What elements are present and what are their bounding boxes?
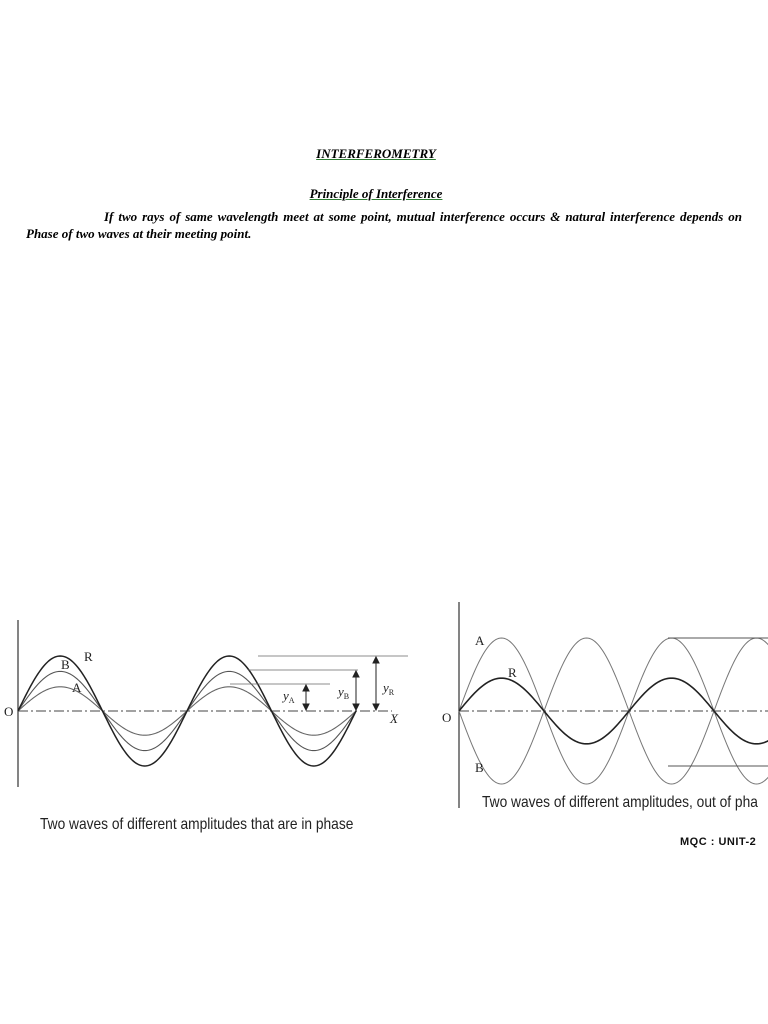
body-paragraph: If two rays of same wavelength meet at some point, mutual interference occurs & natural interference depends on Phase of two waves at their meeting point. — [26, 209, 742, 241]
origin-label-2: O — [442, 710, 452, 725]
page-title: INTERFEROMETRY — [316, 146, 436, 161]
out-of-phase-wave-diagram — [440, 600, 768, 810]
wave-r-label: R — [84, 649, 93, 664]
in-phase-wave-diagram — [0, 612, 420, 792]
wave-a-label: A — [72, 680, 82, 695]
figure-in-phase — [0, 612, 420, 792]
yr-label: $y_R$ — [383, 680, 395, 697]
ya-label: $y_A$ — [283, 688, 295, 705]
figure-caption-in-phase: Two waves of different amplitudes that are in phase — [40, 816, 354, 833]
wave-b-label-2: B — [475, 760, 484, 775]
wave-a-label-2: A — [475, 633, 485, 648]
yb-label: $y_B$ — [338, 684, 350, 701]
section-title: Principle of Interference — [309, 186, 443, 201]
footer-unit-label: MQC : UNIT-2 — [680, 836, 757, 848]
wave-b-curve-2 — [459, 638, 768, 784]
wave-r-label-2: R — [508, 665, 517, 680]
figure-caption-out-of-phase: Two waves of different amplitudes, out of pha — [482, 794, 758, 811]
wave-r-curve-2 — [459, 678, 768, 744]
x-axis-label: X — [390, 711, 398, 726]
wave-b-label: B — [61, 657, 70, 672]
origin-label: O — [4, 704, 14, 719]
wave-a-curve-2 — [459, 638, 768, 784]
figure-out-of-phase — [440, 600, 768, 810]
